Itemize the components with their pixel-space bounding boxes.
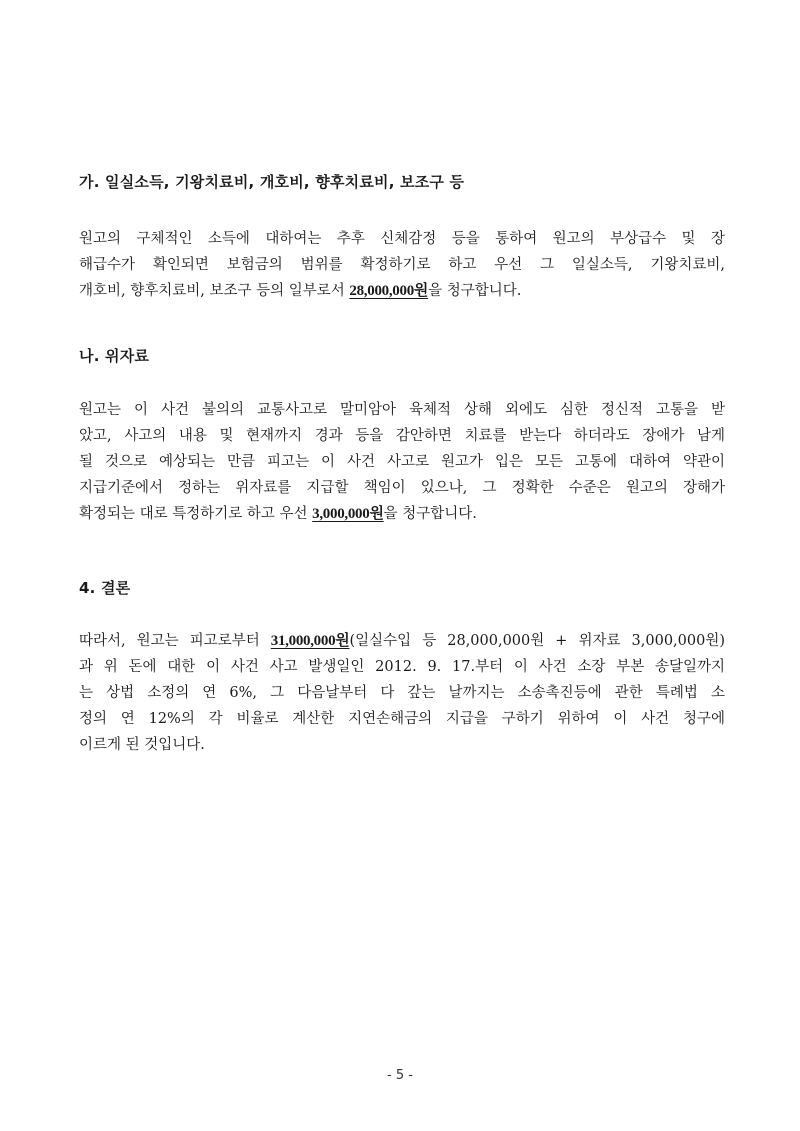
paragraph-line: 해급수가 확인되면 보험금의 범위를 확정하기로 하고 우선 그 일실소득, 기왕치료비, [79, 257, 725, 273]
paragraph-line: 았고, 사고의 내용 및 현재까지 경과 등을 감안하면 치료를 받는다 하더라도 장애가 남게 [79, 428, 725, 444]
page-number: - 5 - [387, 1068, 413, 1083]
paragraph-line: 이르게 된 것입니다. [79, 737, 205, 753]
paragraph-line [79, 501, 725, 527]
paragraph-conclusion [79, 628, 725, 758]
paragraph-line: 될 것으로 예상되는 만큼 피고는 이 사건 사고로 원고가 입은 모든 고통에 대하여 약관이 [79, 454, 725, 470]
section-heading-conclusion: 4. 결론 [79, 579, 131, 597]
text-fragment: 을 청구합니다. [383, 506, 477, 522]
text-fragment: 따라서, 원고는 피고로부터 [79, 633, 271, 649]
section-heading-lost-income: 가. 일실소득, 기왕치료비, 개호비, 향후치료비, 보조구 등 [79, 173, 465, 191]
paragraph-line: 과 위 돈에 대한 이 사건 사고 발생일인 2012. 9. 17.부터 이 사건 소장 부본 송달일까지 [79, 659, 725, 675]
text-fragment: 개호비, 향후치료비, 보조구 등의 일부로서 [79, 283, 350, 299]
paragraph-line: 는 상법 소정의 연 6%, 그 다음날부터 다 갚는 날까지는 소송촉진등에 관한 특례법 소 [79, 685, 725, 701]
text-fragment: 을 청구합니다. [428, 283, 522, 299]
paragraph-consolation [79, 397, 725, 527]
text-fragment: (일실수입 등 28,000,000원 + 위자료 3,000,000원) [349, 633, 725, 649]
paragraph-line: 지급기준에서 정하는 위자료를 지급할 책임이 있으나, 그 정확한 수준은 원고의 장해가 [79, 480, 725, 496]
paragraph-lost-income [79, 226, 725, 304]
claim-amount-consolation: 3,000,000원 [312, 506, 384, 522]
paragraph-line: 원고의 구체적인 소득에 대하여는 추후 신체감정 등을 통하여 원고의 부상급수 및 장 [79, 231, 725, 247]
paragraph-line [79, 278, 725, 304]
paragraph-line [79, 628, 725, 654]
claim-amount-total: 31,000,000원 [270, 633, 350, 649]
paragraph-line: 정의 연 12%의 각 비율로 계산한 지연손해금의 지급을 구하기 위하여 이 사건 청구에 [79, 711, 725, 727]
section-heading-consolation: 나. 위자료 [79, 347, 150, 365]
paragraph-line: 원고는 이 사건 불의의 교통사고로 말미암아 육체적 상해 외에도 심한 정신적 고통을 받 [79, 402, 725, 418]
text-fragment: 확정되는 대로 특정하기로 하고 우선 [79, 506, 313, 522]
claim-amount-lost-income: 28,000,000원 [349, 283, 429, 299]
